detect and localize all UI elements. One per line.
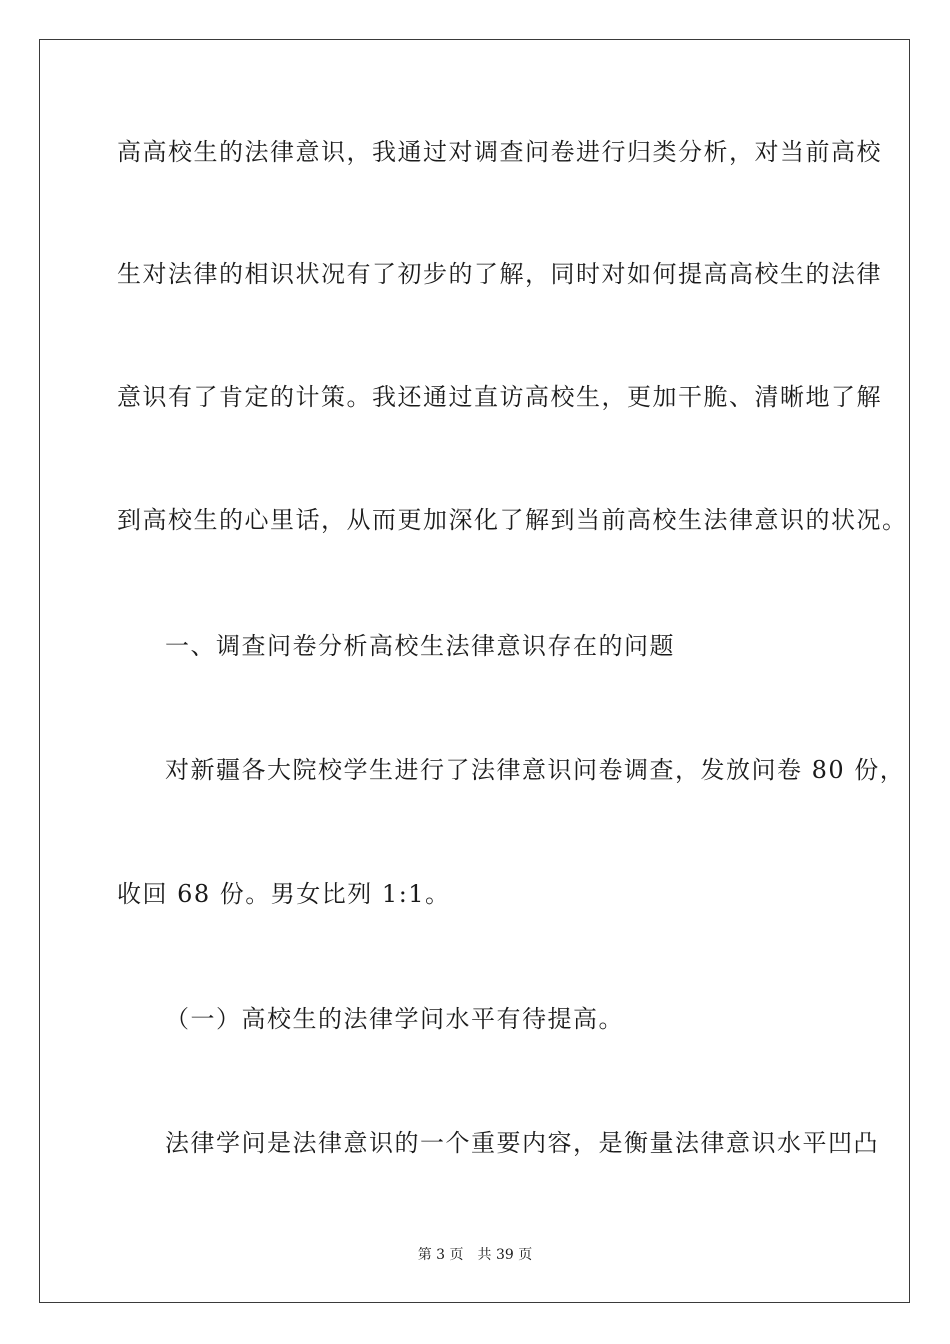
- body-text-line: 生对法律的相识状况有了初步的了解，同时对如何提高高校生的法律: [117, 260, 882, 288]
- body-text-line: 法律学问是法律意识的一个重要内容，是衡量法律意识水平凹凸: [165, 1129, 879, 1157]
- body-text-line: 对新疆各大院校学生进行了法律意识问卷调查，发放问卷 80 份，: [165, 756, 906, 784]
- body-text-line: 到高校生的心里话，从而更加深化了解到当前高校生法律意识的状况。: [117, 506, 908, 534]
- total-pages: 共 39 页: [477, 1247, 533, 1263]
- body-text-line: 收回 68 份。男女比列 1:1。: [117, 880, 451, 908]
- section-heading: 一、调查问卷分析高校生法律意识存在的问题: [165, 632, 675, 660]
- page-border: [39, 39, 910, 1303]
- body-text-line: 意识有了肯定的计策。我还通过直访高校生，更加干脆、清晰地了解: [117, 383, 882, 411]
- page-footer: [0, 1246, 950, 1264]
- subsection-heading: （一）高校生的法律学问水平有待提高。: [165, 1005, 624, 1033]
- page-number: 第 3 页: [417, 1247, 464, 1263]
- body-text-line: 高高校生的法律意识，我通过对调查问卷进行归类分析，对当前高校: [117, 138, 882, 166]
